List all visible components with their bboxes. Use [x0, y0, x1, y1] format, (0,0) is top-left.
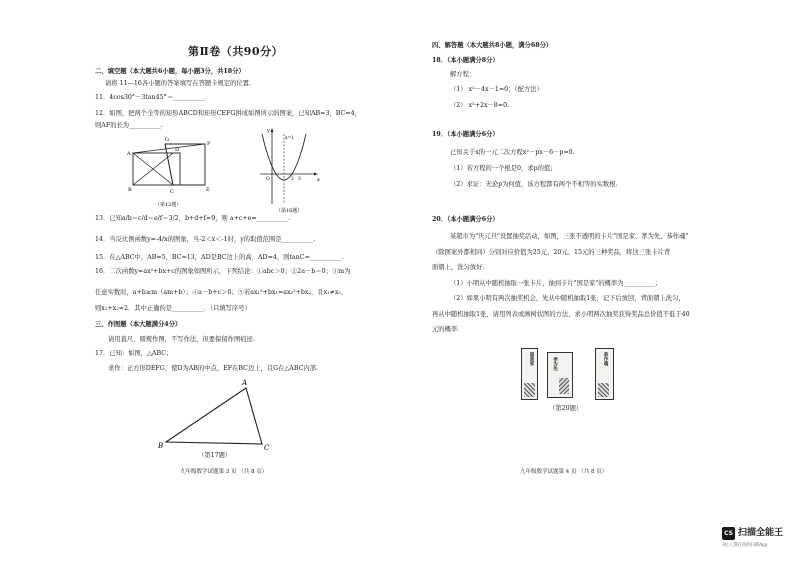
fig17-label-a: A [242, 379, 248, 387]
right-page [397, 0, 794, 561]
draw-header: 三、作图题（本大题满分4分） [95, 321, 182, 328]
question-20-line6: 再从中随机抽取1张，请用列表或画树状图的方法，求小明两次抽奖获得奖品总价值不低于40 [432, 311, 690, 318]
question-18-title: 18．（本小题满分8分） [432, 57, 499, 64]
question-16-line1: 16．二次函数y=ax²+bx+c的图象如图所示，下列结论：①abc＞0；②2a－b＝0；③m为 [95, 268, 351, 275]
fig16-caption: （第16题） [276, 208, 303, 214]
section-title: 第Ⅱ卷（共90分） [188, 45, 284, 58]
scanner-logo-icon: CS [722, 527, 735, 540]
question-18-instruction: 解方程： [450, 71, 476, 78]
scanner-watermark [722, 527, 794, 557]
question-20-line4: （1）小明从中随机抽取一张卡片，抽到卡片"国是家"的概率为__________； [450, 280, 662, 287]
question-20-line3: 面朝上，洗匀放好. [432, 264, 485, 271]
fig12-label-b: B [128, 187, 132, 193]
question-19-title: 19．（本小题满分6分） [432, 131, 499, 138]
fig16-label-2: 2 [291, 177, 294, 182]
fig12-label-e: E [206, 187, 210, 193]
fig20-caption: （第20题） [549, 405, 583, 412]
figure-17 [150, 378, 280, 458]
question-20-line5: （2）如果小明有两次抽奖机会，先从中随机抽取1张，记下后放回，背面朝上洗匀， [450, 295, 685, 302]
question-16-line3: 则x₁+x₂=2．其中正确的是__________．（只填写序号） [95, 305, 251, 312]
question-19-line3: （2）求证：无论p为何值，该方程都有两个不相等的实数根. [450, 181, 618, 188]
fig12-label-f: F [207, 141, 211, 147]
fig12-caption: （第12题） [155, 202, 182, 208]
question-17-line1: 17．已知：如图，△ABC； [95, 350, 173, 357]
draw-note: 请用直尺、圆规作图，不写作法，但要保留作图痕迹. [108, 336, 255, 343]
fill-note: 请将 11—16各小题的答案填写在答题卡规定的位置. [105, 80, 251, 87]
card-3-image [598, 383, 609, 397]
question-18-part2: （2） x²+2x－8=0. [450, 102, 510, 109]
card-2-text: 孝为先 [552, 357, 558, 371]
fig12-label-a: A [127, 151, 131, 157]
question-12-line1: 12．如图，把两个全等的矩形ABCD和矩形CEFG拼成如图所示的图案，已知AB=3，BC=4， [95, 110, 361, 117]
question-16-line2: 任意实数时，a+b≥m（am+b）；④a－b+c＞0；⑤若ax₁²+bx₁=ax₂²+bx₂，且x₁≠x₂， [95, 289, 348, 296]
question-13: 13．已知a/b＝c/d＝e/f＝3/2，b+d+f=9，则 a+c+e=__________. [95, 215, 291, 222]
fig12-label-c: C [170, 189, 174, 195]
left-page-footer: 九年级数学试题第 3 页 （共 8 页） [180, 469, 268, 475]
fig16-label-3: 3 [298, 177, 301, 182]
card-1-text: 国是家 [529, 352, 534, 366]
scanner-brand-name: 扫描全能王 [738, 528, 784, 538]
card-1 [521, 348, 538, 400]
card-1-image [524, 383, 535, 397]
question-20-title: 20．（本小题满分6分） [432, 216, 499, 223]
scanner-brand-slogan: 3亿人都在用的扫描App [722, 543, 768, 548]
fill-header: 二、填空题（本大题共6小题，每小题3分，共18分） [95, 68, 245, 75]
card-3 [595, 348, 614, 400]
question-14: 14．当反比例函数y=-4/x的图象，当-2＜x＜-1时，y的取值范围是__________. [95, 236, 316, 243]
fig16-label-y: y [267, 128, 270, 134]
question-17-line2: 求作：正方形DEFG，使D为AB的中点，EF在BC边上，且G在△ABC内部. [108, 365, 319, 372]
card-3-text: 恭作魂 [603, 352, 608, 366]
figure-12 [125, 133, 220, 213]
question-12-line2: 则AF的长为__________. [95, 122, 163, 129]
right-page-footer: 九年级数学试题第 4 页 （共 8 页） [520, 469, 608, 475]
fig16-label-o: O [266, 177, 270, 182]
fig17-caption: （第17题） [198, 452, 232, 459]
card-2 [547, 352, 573, 398]
question-20-line1: 某超市为"庆元旦"设置抽奖活动，如图，三张不透明的卡片"国是家、孝为先、恭作魂" [450, 233, 689, 240]
card-2-image [559, 378, 569, 394]
question-20-line2: （除图案外都相同）分别对应价值为25元、20元、15元的三种奖品，将这三张卡片背 [432, 249, 671, 256]
question-19-line1: 已知关于x的一元二次方程x²－px－6－p=0. [450, 149, 575, 156]
question-15: 15．在△ABC中，AB=5，BC=13，AD是BC边上的高，AD=4，则tanC=__________. [95, 254, 344, 261]
figure-16 [258, 126, 328, 214]
fig17-label-c: C [264, 444, 270, 452]
fig12-label-d: D [175, 147, 180, 153]
question-11: 11．4cos30°－3tan45°＝__________. [95, 94, 207, 101]
fig12-label-g: G [165, 137, 169, 143]
fig16-label-x: x [317, 177, 320, 183]
fig16-label-axis: x=1 [285, 136, 295, 141]
answer-header: 四、解答题（本大题共8小题，满分68分） [432, 42, 553, 49]
question-20-line7: 元的概率. [432, 326, 460, 333]
fig17-label-b: B [158, 442, 164, 450]
question-19-line2: （1）若方程的一个根是0，求p的值； [450, 165, 557, 172]
question-18-part1: （1） x²－4x－1=0；（配方法） [450, 86, 543, 93]
